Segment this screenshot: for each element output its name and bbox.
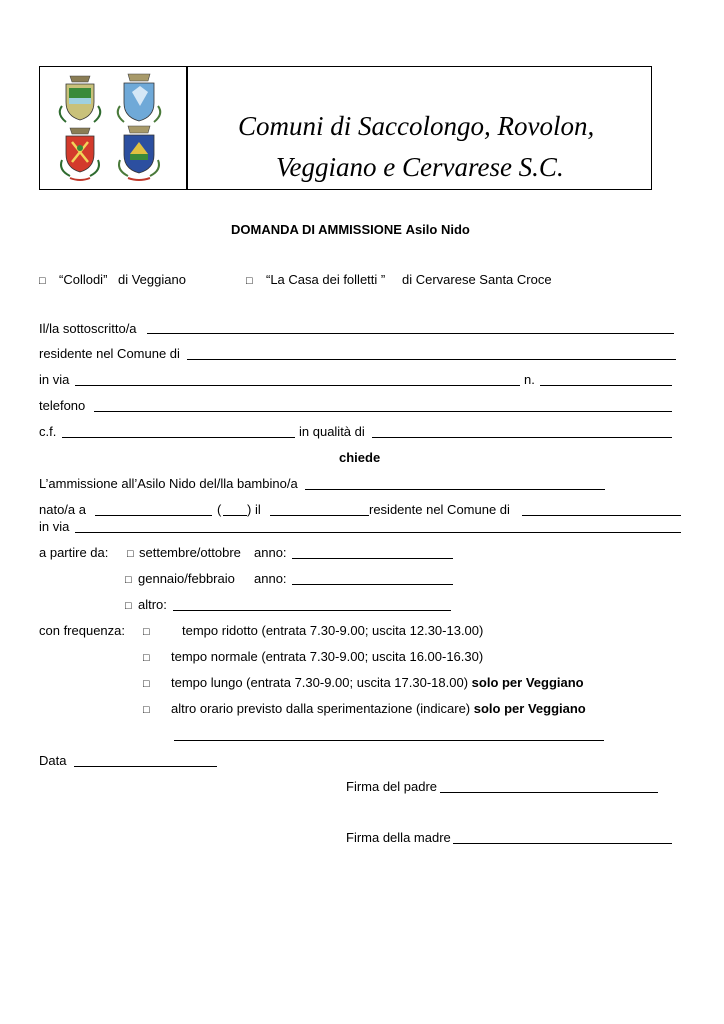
nato-label: nato/a a (39, 502, 86, 517)
firma-padre-label: Firma del padre (346, 779, 438, 794)
sottoscritto-field[interactable] (147, 333, 674, 334)
checkbox-tempo-ridotto[interactable]: □ (143, 626, 150, 638)
telefono-field[interactable] (94, 411, 672, 412)
altro-orario-field[interactable] (174, 740, 604, 741)
ammissione-label: L’ammissione all’Asilo Nido del/lla bambino/a (39, 476, 298, 491)
frequency-tempo-lungo-note: solo per Veggiano (471, 675, 584, 690)
header-title-line2: Veggiano e Cervarese S.C. (276, 152, 564, 182)
firma-madre-label: Firma della madre (346, 830, 451, 845)
firma-padre-field[interactable] (440, 792, 658, 793)
frequenza-label: con frequenza: (39, 623, 126, 638)
checkbox-settembre[interactable]: □ (127, 548, 134, 560)
form-heading-rest: Asilo Nido (405, 222, 470, 237)
partire-label: a partire da: (39, 545, 109, 560)
provincia-open: ( (217, 502, 222, 517)
start-gennaio-label: gennaio/febbraio (138, 571, 235, 586)
start-altro-label: altro: (138, 597, 167, 612)
frequency-tempo-lungo-label: tempo lungo (entrata 7.30-9.00; uscita 17.30-18.00) (171, 675, 469, 690)
start-settembre-label: settembre/ottobre (139, 545, 241, 560)
via-field[interactable] (75, 385, 520, 386)
numero-label: n. (524, 372, 535, 387)
qualita-label: in qualità di (299, 424, 365, 439)
crest-veggiano-icon (61, 128, 99, 180)
frequency-altro-orario-note: solo per Veggiano (473, 701, 586, 716)
checkbox-collodi[interactable]: □ (39, 275, 46, 287)
residente-comune-field[interactable] (187, 359, 676, 360)
provincia-field[interactable] (223, 515, 247, 516)
residente-comune-label: residente nel Comune di (369, 502, 510, 517)
residente-label: residente nel Comune di (39, 346, 180, 361)
il-label: il (255, 502, 261, 517)
sottoscritto-label: Il/la sottoscritto/a (39, 321, 137, 336)
qualita-field[interactable] (372, 437, 672, 438)
municipal-crests-logo (56, 70, 171, 186)
anno-gennaio-field[interactable] (292, 584, 453, 585)
cf-label: c.f. (39, 424, 57, 439)
form-heading (231, 222, 470, 237)
crest-saccolongo-icon (60, 76, 101, 122)
frequency-tempo-lungo (171, 675, 584, 690)
checkbox-altro-orario[interactable]: □ (143, 704, 150, 716)
firma-madre-field[interactable] (453, 843, 672, 844)
option-casa-folletti-name: “La Casa dei folletti ” (266, 272, 386, 287)
data-nascita-field[interactable] (270, 515, 369, 516)
cf-field[interactable] (62, 437, 295, 438)
frequency-altro-orario (171, 701, 586, 716)
bambino-name-field[interactable] (305, 489, 605, 490)
altro-field[interactable] (173, 610, 451, 611)
via-label: in via (39, 372, 70, 387)
option-collodi-name: “Collodi” (59, 272, 108, 287)
via2-label: in via (39, 519, 70, 534)
checkbox-tempo-lungo[interactable]: □ (143, 678, 150, 690)
data-field[interactable] (74, 766, 217, 767)
residente-comune-bambino-field[interactable] (522, 515, 681, 516)
provincia-close: ) (247, 502, 252, 517)
crest-cervarese-icon (119, 126, 159, 180)
start-settembre-anno: anno: (254, 545, 287, 560)
chiede-heading: chiede (339, 450, 381, 465)
nato-luogo-field[interactable] (95, 515, 212, 516)
telefono-label: telefono (39, 398, 86, 413)
checkbox-casa-folletti[interactable]: □ (246, 275, 253, 287)
option-casa-folletti-place: di Cervarese Santa Croce (402, 272, 552, 287)
header-divider (186, 66, 188, 190)
via2-field[interactable] (75, 532, 681, 533)
form-heading-bold: DOMANDA DI AMMISSIONE (231, 222, 402, 237)
crest-rovolon-icon (118, 74, 161, 122)
frequency-tempo-normale: tempo normale (entrata 7.30-9.00; uscita 16.00-16.30) (171, 649, 484, 664)
frequency-tempo-ridotto: tempo ridotto (entrata 7.30-9.00; uscita 12.30-13.00) (182, 623, 484, 638)
checkbox-altro[interactable]: □ (125, 600, 132, 612)
start-gennaio-anno: anno: (254, 571, 287, 586)
option-collodi-place: di Veggiano (118, 272, 186, 287)
checkbox-tempo-normale[interactable]: □ (143, 652, 150, 664)
data-label: Data (39, 753, 67, 768)
header-title-line1: Comuni di Saccolongo, Rovolon, (238, 111, 595, 141)
numero-field[interactable] (540, 385, 672, 386)
frequency-altro-orario-label: altro orario previsto dalla sperimentazione (indicare) (171, 701, 471, 716)
anno-settembre-field[interactable] (292, 558, 453, 559)
checkbox-gennaio[interactable]: □ (125, 574, 132, 586)
